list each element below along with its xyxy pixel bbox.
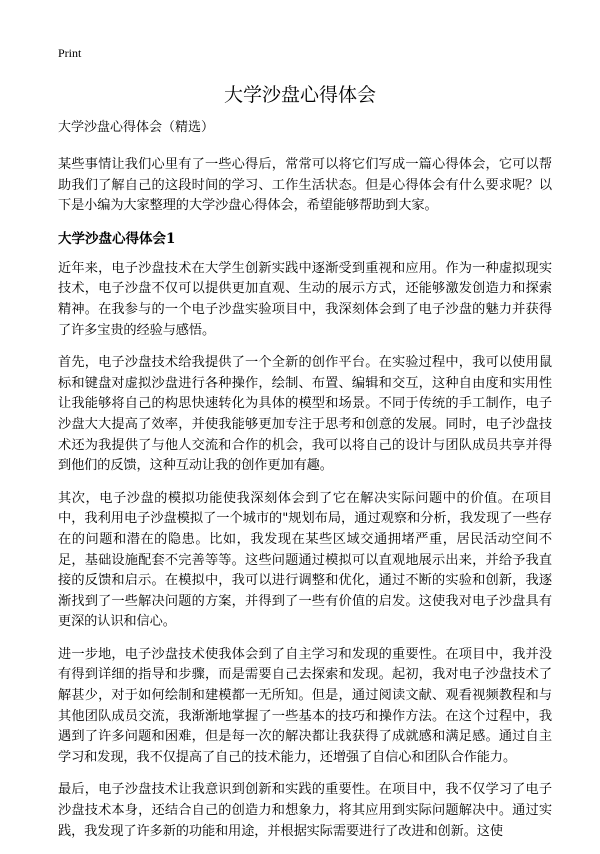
- article-body: [58, 118, 552, 854]
- section-heading: 大学沙盘心得体会1: [58, 230, 176, 247]
- body-paragraph: 近年来，电子沙盘技术在大学生创新实践中逐渐受到重视和应用。作为一种虚拟现实技术，电子沙盘不仅可以提供更加直观、生动的展示方式，还能够激发创造力和探索精神。在我参与的一个电子沙盘实验项目中，我深刻体会到了电子沙盘的魅力并获得了许多宝贵的经验与感悟。: [58, 260, 552, 338]
- print-label[interactable]: Print: [58, 46, 82, 60]
- page-title: 大学沙盘心得体会: [223, 84, 376, 106]
- body-paragraph: 进一步地，电子沙盘技术使我体会到了自主学习和发现的重要性。在项目中，我并没有得到详细的指导和步骤，而是需要自己去探索和发现。起初，我对电子沙盘技术了解甚少，对于如何绘制和建模都一无所知。但是，通过阅读文献、观看视频教程和与其他团队成员交流，我渐渐地掌握了一些基本的技巧和操作方法。在这个过程中，我遇到了许多问题和困难，但是每一次的解决都让我获得了成就感和满足感。通过自主学习和发现，我不仅提高了自己的技术能力，还增强了自信心和团队合作能力。: [58, 646, 552, 765]
- body-paragraph: 首先，电子沙盘技术给我提供了一个全新的创作平台。在实验过程中，我可以使用鼠标和键盘对虚拟沙盘进行各种操作，绘制、布置、编辑和交互，这种自由度和实用性让我能够将自己的构思快速转化为具体的模型和场景。不同于传统的手工制作，电子沙盘大大提高了效率，并使我能够更加专注于思考和创意的发展。同时，电子沙盘技术还为我提供了与他人交流和合作的机会，我可以将自己的设计与团队成员共享并得到他们的反馈，这种互动让我的创作更加有趣。: [58, 355, 552, 474]
- body-paragraph: 最后，电子沙盘技术让我意识到创新和实践的重要性。在项目中，我不仅学习了电子沙盘技术本身，还结合自己的创造力和想象力，将其应用到实际问题解决中。通过实践，我发现了许多新的功能和用途，并根据实际需要进行了改进和创新。这使: [58, 782, 552, 839]
- subtitle: 大学沙盘心得体会（精选）: [58, 120, 215, 135]
- body-paragraph: 其次，电子沙盘的模拟功能使我深刻体会到了它在解决实际问题中的价值。在项目中，我利用电子沙盘模拟了一个城市的"规划布局，通过观察和分析，我发现了一些存在的问题和潜在的隐患。比如，我发现在某些区域交通拥堵严重，居民活动空间不足，基础设施配套不完善等等。这些问题通过模拟可以直观地展示出来，并给予我直接的反馈和启示。在模拟中，我可以进行调整和优化，通过不断的实验和创新，我逐渐找到了一些解决问题的方案，并得到了一些有价值的启发。这使我对电子沙盘具有更深的认识和信心。: [58, 490, 552, 630]
- intro-paragraph: 某些事情让我们心里有了一些心得后，常常可以将它们写成一篇心得体会，它可以帮助我们了解自己的这段时间的学习、工作生活状态。但是心得体会有什么要求呢？以下是小编为大家整理的大学沙盘心得体会，希望能够帮助到大家。: [58, 157, 552, 214]
